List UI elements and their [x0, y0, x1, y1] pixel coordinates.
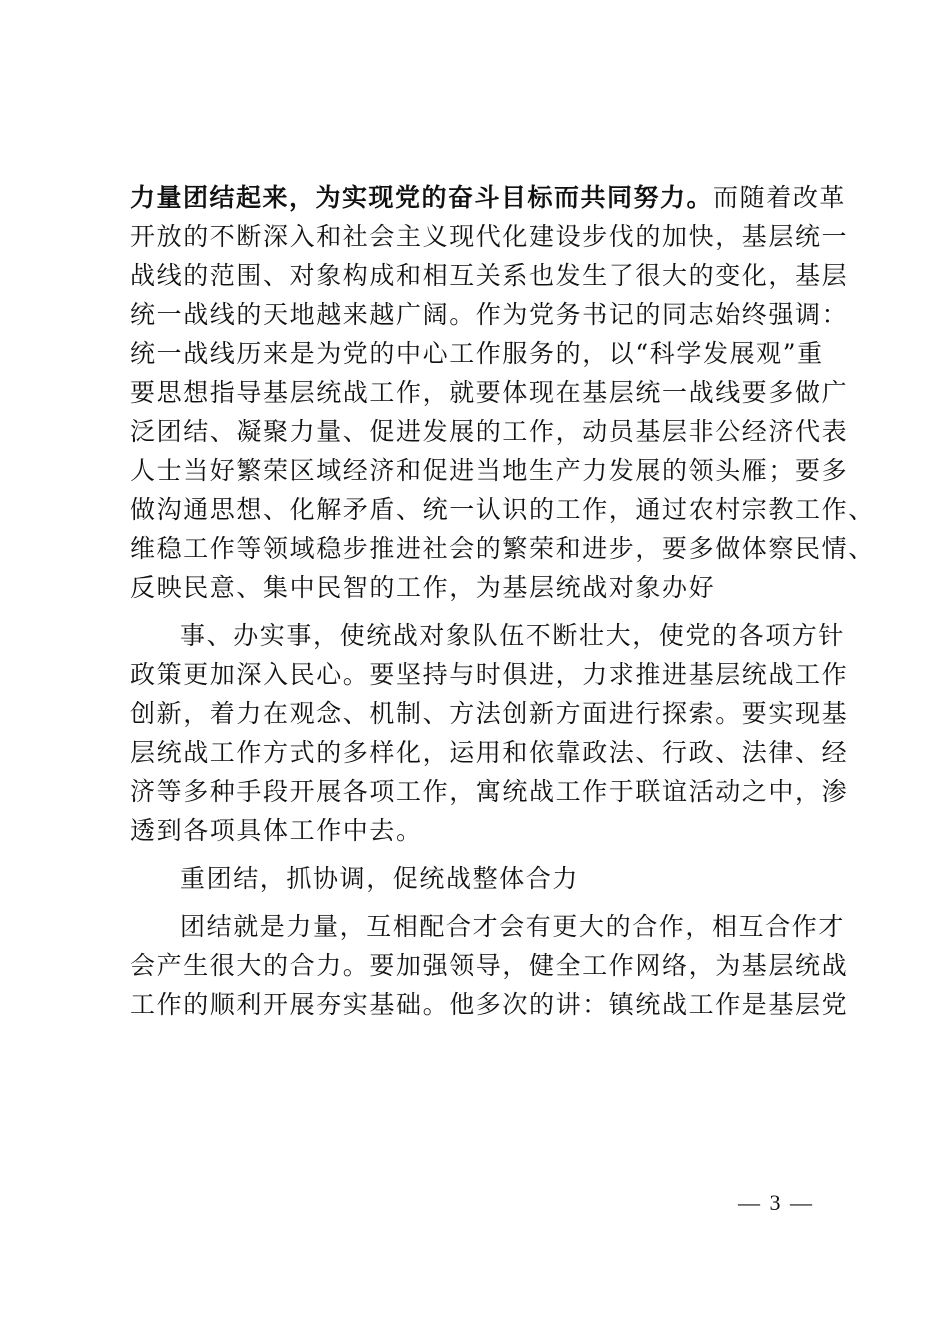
text-line: 创新，着力在观念、机制、方法创新方面进行探索。要实现基: [130, 699, 849, 728]
bold-lead-sentence: 力量团结起来，为实现党的奋斗目标而共同努力。: [130, 183, 714, 212]
section-heading: 重团结，抓协调，促统战整体合力: [180, 864, 580, 893]
text-line: 会产生很大的合力。要加强领导，健全工作网络，为基层统战: [130, 951, 849, 980]
paragraph-first-line: 事、办实事，使统战对象队伍不断壮大，使党的各项方针: [180, 621, 846, 650]
page-number: — 3 —: [738, 1190, 814, 1215]
paragraph-first-line: 团结就是力量，互相配合才会有更大的合作，相互合作才: [180, 912, 846, 941]
text-line: 要思想指导基层统战工作，就要体现在基层统一战线要多做广: [130, 378, 849, 407]
text-line: [130, 178, 847, 217]
text-line: 战线的范围、对象构成和相互关系也发生了很大的变化，基层: [130, 261, 849, 290]
text-line: 泛团结、凝聚力量、促进发展的工作，动员基层非公经济代表: [130, 417, 849, 446]
text-line: 做沟通思想、化解矛盾、统一认识的工作，通过农村宗教工作、: [130, 495, 875, 524]
text-line: 层统战工作方式的多样化，运用和依靠政法、行政、法律、经: [130, 738, 849, 767]
text-line: 人士当好繁荣区域经济和促进当地生产力发展的领头雁；要多: [130, 456, 849, 485]
text-line: 维稳工作等领域稳步推进社会的繁荣和进步，要多做体察民情、: [130, 534, 875, 563]
body-text: [130, 178, 875, 1024]
text-line: 统一战线的天地越来越广阔。作为党务书记的同志始终强调：: [130, 300, 849, 329]
text-line: 开放的不断深入和社会主义现代化建设步伐的加快，基层统一: [130, 222, 849, 251]
text-line: 透到各项具体工作中去。: [130, 816, 423, 845]
text-line-tail: 而随着改革: [713, 183, 847, 212]
text-line: 工作的顺利开展夯实基础。他多次的讲：镇统战工作是基层党: [130, 990, 849, 1019]
text-line: 统一战线历来是为党的中心工作服务的，以“科学发展观”重: [130, 339, 824, 368]
text-line: 反映民意、集中民智的工作，为基层统战对象办好: [130, 573, 716, 602]
text-line: 政策更加深入民心。要坚持与时俱进，力求推进基层统战工作: [130, 660, 849, 689]
text-line: 济等多种手段开展各项工作，寓统战工作于联谊活动之中，渗: [130, 777, 849, 806]
